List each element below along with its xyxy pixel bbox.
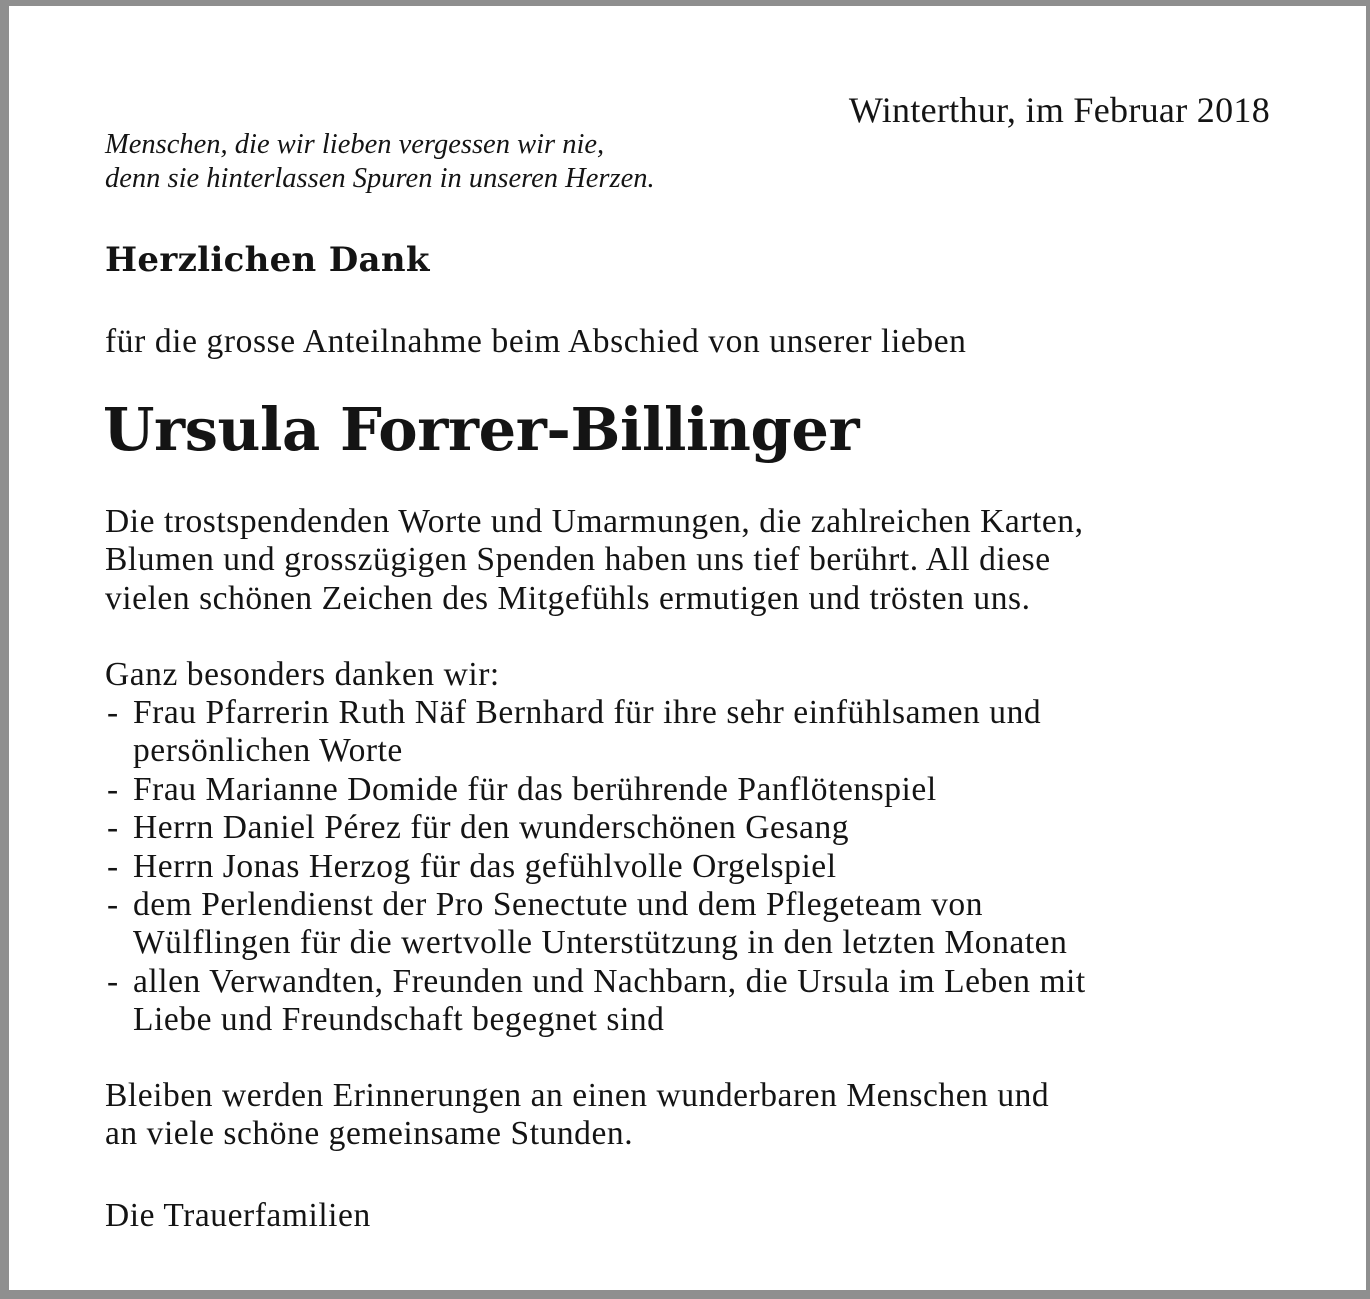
list-item-line: Wülflingen für die wertvolle Unterstützung in den letzten Monaten [133, 924, 1068, 962]
list-item-line: Liebe und Freundschaft begegnet sind [133, 1001, 665, 1039]
list-item [105, 848, 1086, 886]
dash-bullet: - [107, 694, 119, 731]
list-item-line: Frau Marianne Domide für das berührende Panflötenspiel [133, 770, 937, 808]
paragraph-line: Die trostspendenden Worte und Umarmungen, die zahlreichen Karten, [105, 503, 1084, 540]
paragraph-line: Blumen und grosszügigen Spenden haben uns tief berührt. All diese [105, 541, 1051, 579]
list-item-line: Herrn Jonas Herzog für das gefühlvolle Orgelspiel [133, 847, 837, 885]
paragraph-line: Bleiben werden Erinnerungen an einen wunderbaren Menschen und [105, 1077, 1050, 1114]
list-item-line: persönlichen Worte [133, 732, 403, 770]
list-item-line: Frau Pfarrerin Ruth Näf Bernhard für ihre sehr einfühlsamen und [133, 694, 1042, 731]
list-item [105, 771, 1086, 809]
dateline: Winterthur, im Februar 2018 [848, 90, 1270, 130]
dash-bullet: - [107, 847, 119, 885]
signature: Die Trauerfamilien [105, 1197, 371, 1234]
quote-line-1: Menschen, die wir lieben vergessen wir nie, [105, 129, 605, 160]
list-item [105, 886, 1086, 963]
list-item-line: dem Perlendienst der Pro Senectute und dem Pflegeteam von [133, 886, 984, 924]
special-thanks-heading: Ganz besonders danken wir: [105, 656, 500, 693]
list-item [105, 694, 1086, 771]
paragraph-gratitude [105, 503, 1084, 618]
epigraph-quote [105, 128, 655, 196]
list-item [105, 809, 1086, 847]
thanks-heading: Herzlichen Dank [105, 240, 430, 280]
special-thanks-list [105, 694, 1086, 1040]
list-item-line: Herrn Daniel Pérez für den wunderschönen Gesang [133, 809, 850, 847]
paragraph-line: vielen schönen Zeichen des Mitgefühls ermutigen und trösten uns. [105, 579, 1031, 617]
paragraph-memories [105, 1077, 1049, 1154]
list-item [105, 963, 1086, 1040]
dash-bullet: - [107, 886, 119, 924]
dash-bullet: - [107, 809, 119, 847]
dash-bullet: - [107, 770, 119, 808]
intro-line: für die grosse Anteilnahme beim Abschied von unserer lieben [105, 323, 967, 360]
quote-line-2: denn sie hinterlassen Spuren in unseren Herzen. [105, 163, 655, 194]
list-item-line: allen Verwandten, Freunden und Nachbarn, die Ursula im Leben mit [133, 962, 1086, 1000]
paragraph-line: an viele schöne gemeinsame Stunden. [105, 1115, 634, 1153]
dash-bullet: - [107, 962, 119, 1000]
deceased-name: Ursula Forrer-Billinger [103, 395, 860, 464]
